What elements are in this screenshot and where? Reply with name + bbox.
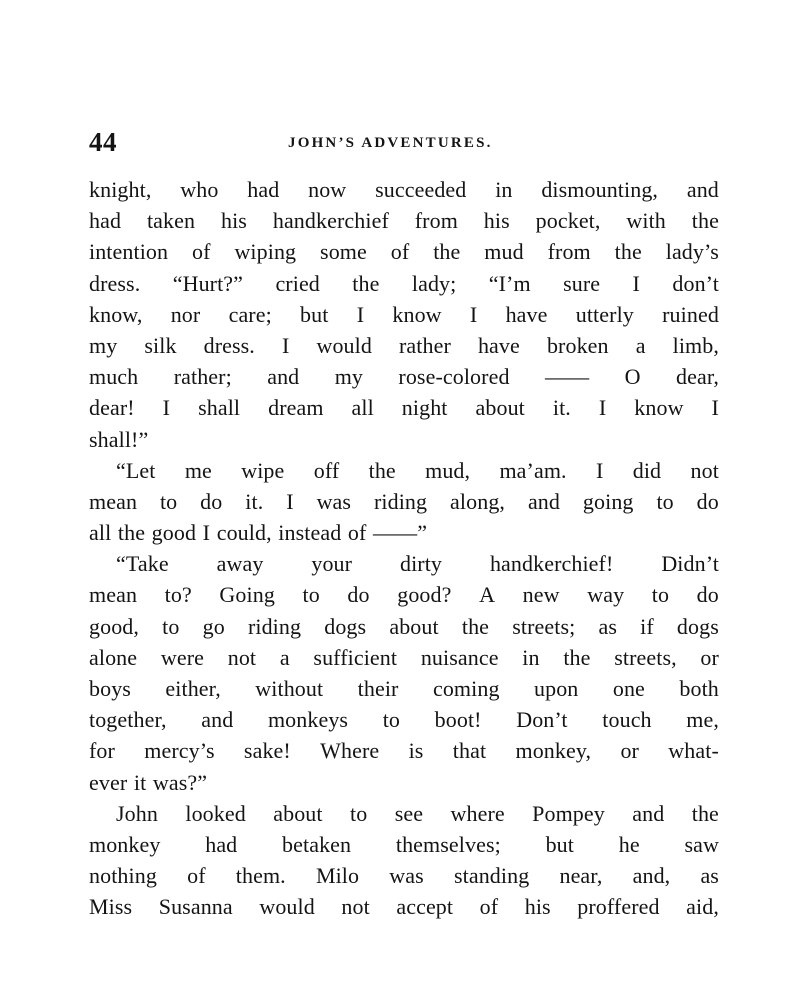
- word: all: [351, 395, 374, 421]
- word: was?”: [152, 769, 208, 795]
- word: one: [612, 676, 645, 701]
- word: Miss: [89, 894, 133, 920]
- word: about: [475, 395, 525, 421]
- word: or: [700, 644, 719, 670]
- word: of: [390, 239, 410, 265]
- word: pocket,: [535, 208, 601, 234]
- word: the: [563, 644, 591, 670]
- text-line: [89, 579, 719, 610]
- word: know: [634, 395, 684, 421]
- text-line: [89, 548, 719, 579]
- text-line: [89, 361, 719, 392]
- word: the: [352, 270, 380, 296]
- word: dream: [268, 395, 324, 421]
- word: nuisance: [420, 644, 499, 670]
- word: from: [547, 239, 591, 265]
- word: O: [624, 364, 641, 390]
- word: upon: [534, 676, 579, 701]
- text-line: [89, 392, 719, 423]
- word: your: [311, 551, 353, 577]
- word: sufficient: [313, 644, 398, 670]
- word: ever: [89, 769, 128, 795]
- word: knight,: [89, 177, 152, 202]
- word: to: [651, 582, 670, 608]
- word: I: [632, 270, 640, 296]
- word: silk: [144, 332, 177, 358]
- word: dogs: [676, 613, 719, 639]
- word: dear,: [675, 364, 719, 390]
- word: me: [184, 457, 212, 483]
- word: not: [690, 457, 719, 483]
- word: riding: [373, 488, 428, 514]
- word: and: [201, 707, 234, 733]
- word: “Let: [116, 457, 156, 483]
- word: nothing: [89, 863, 157, 889]
- word: Don’t: [516, 707, 568, 733]
- word: to: [350, 800, 368, 826]
- text-line: [89, 486, 719, 517]
- word: along,: [450, 488, 506, 514]
- word: his: [524, 894, 551, 920]
- word: of: [479, 894, 499, 920]
- text-line: [89, 268, 719, 299]
- word: mean: [89, 582, 138, 608]
- word: of: [187, 863, 206, 889]
- word: Where: [320, 738, 380, 764]
- word: if: [640, 613, 654, 639]
- word: shall!”: [89, 426, 149, 452]
- word: the: [614, 239, 642, 265]
- word: me,: [686, 707, 719, 733]
- word: near,: [559, 863, 603, 889]
- word: could,: [216, 520, 272, 546]
- word: that: [452, 738, 487, 764]
- text-line: [89, 642, 719, 673]
- word: accept: [396, 894, 454, 920]
- word: was: [316, 488, 352, 514]
- word: way: [587, 582, 625, 608]
- word: know,: [89, 301, 143, 327]
- text-line: [89, 673, 719, 704]
- word: the: [117, 520, 146, 546]
- word: handkerchief!: [489, 551, 614, 577]
- word: it.: [245, 488, 264, 514]
- word: taken: [146, 208, 196, 234]
- word: good,: [89, 613, 139, 639]
- text-line: [89, 424, 719, 455]
- word: mud,: [425, 457, 471, 483]
- word: in: [495, 177, 513, 202]
- word: have: [477, 332, 520, 358]
- word: limb,: [672, 332, 719, 358]
- word: A: [479, 582, 496, 608]
- word: my: [334, 364, 363, 390]
- word: I: [202, 520, 211, 546]
- text-line: [89, 236, 719, 267]
- word: standing: [453, 863, 530, 889]
- word: had: [89, 208, 122, 234]
- word: I: [598, 395, 607, 421]
- word: do: [696, 488, 719, 514]
- word: the: [461, 613, 490, 639]
- word: it.: [552, 395, 571, 421]
- word: good: [151, 520, 197, 546]
- word: had: [205, 831, 238, 857]
- word: but: [545, 831, 574, 857]
- word: monkey: [89, 831, 161, 857]
- word: sake!: [243, 738, 291, 764]
- word: mud: [484, 239, 524, 265]
- text-line: [89, 517, 719, 548]
- word: and: [686, 177, 719, 202]
- word: “Take: [116, 551, 169, 577]
- word: and: [267, 364, 300, 390]
- word: either,: [165, 676, 221, 701]
- text-line: [89, 455, 719, 486]
- word: Didn’t: [661, 551, 719, 577]
- word: of: [347, 520, 367, 546]
- word: dismounting,: [541, 177, 659, 202]
- word: alone: [89, 644, 138, 670]
- running-head: [89, 124, 719, 160]
- word: to?: [164, 582, 192, 608]
- word: new: [522, 582, 560, 608]
- word: it: [133, 769, 147, 795]
- word: I: [286, 488, 294, 514]
- word: know: [392, 301, 442, 327]
- word: good?: [397, 582, 452, 608]
- word: rather;: [173, 364, 232, 390]
- word: dirty: [399, 551, 443, 577]
- word: were: [160, 644, 205, 670]
- text-line: [89, 829, 719, 860]
- word: I: [356, 301, 365, 327]
- word: wiping: [234, 239, 297, 265]
- word: I: [162, 395, 171, 421]
- word: proffered: [577, 894, 660, 920]
- word: together,: [89, 707, 167, 733]
- text-line: [89, 330, 719, 361]
- word: have: [505, 301, 548, 327]
- word: dress.: [89, 270, 141, 296]
- word: a: [279, 644, 290, 670]
- word: ——: [544, 364, 590, 390]
- word: their: [357, 676, 399, 701]
- word: and: [527, 488, 561, 514]
- word: Pompey: [532, 800, 605, 826]
- word: I: [595, 457, 604, 483]
- word: who: [180, 177, 219, 202]
- word: mean: [89, 488, 138, 514]
- text-line: [89, 611, 719, 642]
- word: handkerchief: [272, 208, 389, 234]
- word: aid,: [686, 894, 719, 920]
- word: the: [433, 239, 461, 265]
- word: broken: [546, 332, 609, 358]
- word: Susanna: [158, 894, 233, 920]
- word: “I’m: [488, 270, 531, 296]
- word: his: [220, 208, 247, 234]
- word: for: [89, 738, 115, 764]
- word: was: [389, 863, 424, 889]
- word: night: [401, 395, 448, 421]
- body-text: [89, 174, 719, 923]
- word: rose-colored: [398, 364, 510, 390]
- word: boys: [89, 676, 131, 701]
- text-line: [89, 704, 719, 735]
- word: ——”: [373, 520, 428, 546]
- word: mercy’s: [144, 738, 215, 764]
- text-line: [89, 798, 719, 829]
- word: care;: [228, 301, 272, 327]
- word: had: [247, 177, 280, 202]
- word: monkeys: [267, 707, 349, 733]
- word: and: [632, 800, 665, 826]
- word: not: [227, 644, 257, 670]
- word: he: [618, 831, 640, 857]
- word: to: [159, 488, 178, 514]
- word: off: [313, 457, 340, 483]
- word: lady;: [411, 270, 457, 296]
- word: dear!: [89, 395, 135, 421]
- word: his: [483, 208, 510, 234]
- word: nor: [170, 301, 201, 327]
- word: not: [341, 894, 370, 920]
- word: I: [711, 395, 719, 421]
- text-line: [89, 735, 719, 766]
- word: about: [389, 613, 439, 639]
- word: away: [216, 551, 264, 577]
- word: and,: [632, 863, 671, 889]
- word: a: [635, 332, 646, 358]
- word: utterly: [575, 301, 634, 327]
- word: “Hurt?”: [172, 270, 244, 296]
- word: to: [302, 582, 320, 608]
- word: my: [89, 332, 118, 358]
- word: both: [679, 676, 719, 701]
- word: coming: [432, 676, 500, 701]
- word: I: [469, 301, 478, 327]
- page-number: 44: [89, 127, 117, 157]
- word: without: [255, 676, 324, 701]
- word: instead: [278, 520, 342, 546]
- word: monkey,: [515, 738, 592, 764]
- word: ruined: [662, 301, 719, 327]
- word: go: [202, 613, 225, 639]
- word: all: [89, 520, 112, 546]
- text-line: [89, 860, 719, 891]
- word: some: [320, 239, 367, 265]
- word: as: [700, 863, 719, 889]
- word: do: [200, 488, 223, 514]
- word: in: [522, 644, 540, 670]
- word: boot!: [434, 707, 482, 733]
- word: much: [89, 364, 139, 390]
- word: about: [273, 800, 323, 826]
- word: going: [582, 488, 634, 514]
- word: where: [450, 800, 505, 826]
- word: Going: [219, 582, 275, 608]
- text-line: [89, 767, 719, 798]
- word: sure: [563, 270, 601, 296]
- word: John: [116, 800, 158, 826]
- word: looked: [185, 800, 246, 826]
- word: betaken: [282, 831, 352, 857]
- word: the: [691, 208, 719, 234]
- word: riding: [247, 613, 302, 639]
- word: see: [394, 800, 424, 826]
- word: the: [368, 457, 396, 483]
- word: with: [626, 208, 666, 234]
- text-line: [89, 299, 719, 330]
- word: dress.: [203, 332, 255, 358]
- text-line: [89, 891, 719, 922]
- word: or: [620, 738, 639, 764]
- word: the: [691, 800, 719, 826]
- word: rather: [399, 332, 451, 358]
- word: as: [598, 613, 617, 639]
- word: of: [192, 239, 211, 265]
- word: Milo: [315, 863, 360, 889]
- word: themselves;: [395, 831, 501, 857]
- word: but: [300, 301, 329, 327]
- word: do: [347, 582, 370, 608]
- word: ma’am.: [499, 457, 567, 483]
- word: dogs: [324, 613, 367, 639]
- word: to: [162, 613, 180, 639]
- word: shall: [198, 395, 241, 421]
- word: saw: [684, 831, 719, 857]
- word: to: [382, 707, 401, 733]
- word: streets;: [512, 613, 576, 639]
- word: would: [316, 332, 372, 358]
- word: would: [259, 894, 315, 920]
- word: what-: [668, 738, 719, 764]
- word: streets,: [614, 644, 677, 670]
- word: did: [632, 457, 662, 483]
- word: cried: [275, 270, 320, 296]
- word: succeeded: [375, 177, 467, 202]
- word: to: [656, 488, 674, 514]
- word: touch: [602, 707, 652, 733]
- word: I: [281, 332, 290, 358]
- text-line: [89, 174, 719, 205]
- word: them.: [235, 863, 286, 889]
- word: now: [308, 177, 347, 202]
- word: from: [414, 208, 458, 234]
- running-title: JOHN’S ADVENTURES.: [288, 135, 493, 151]
- word: wipe: [241, 457, 285, 483]
- word: intention: [89, 239, 169, 265]
- word: don’t: [672, 270, 719, 296]
- word: is: [408, 738, 424, 764]
- word: lady’s: [665, 239, 719, 265]
- text-line: [89, 205, 719, 236]
- word: do: [696, 582, 719, 608]
